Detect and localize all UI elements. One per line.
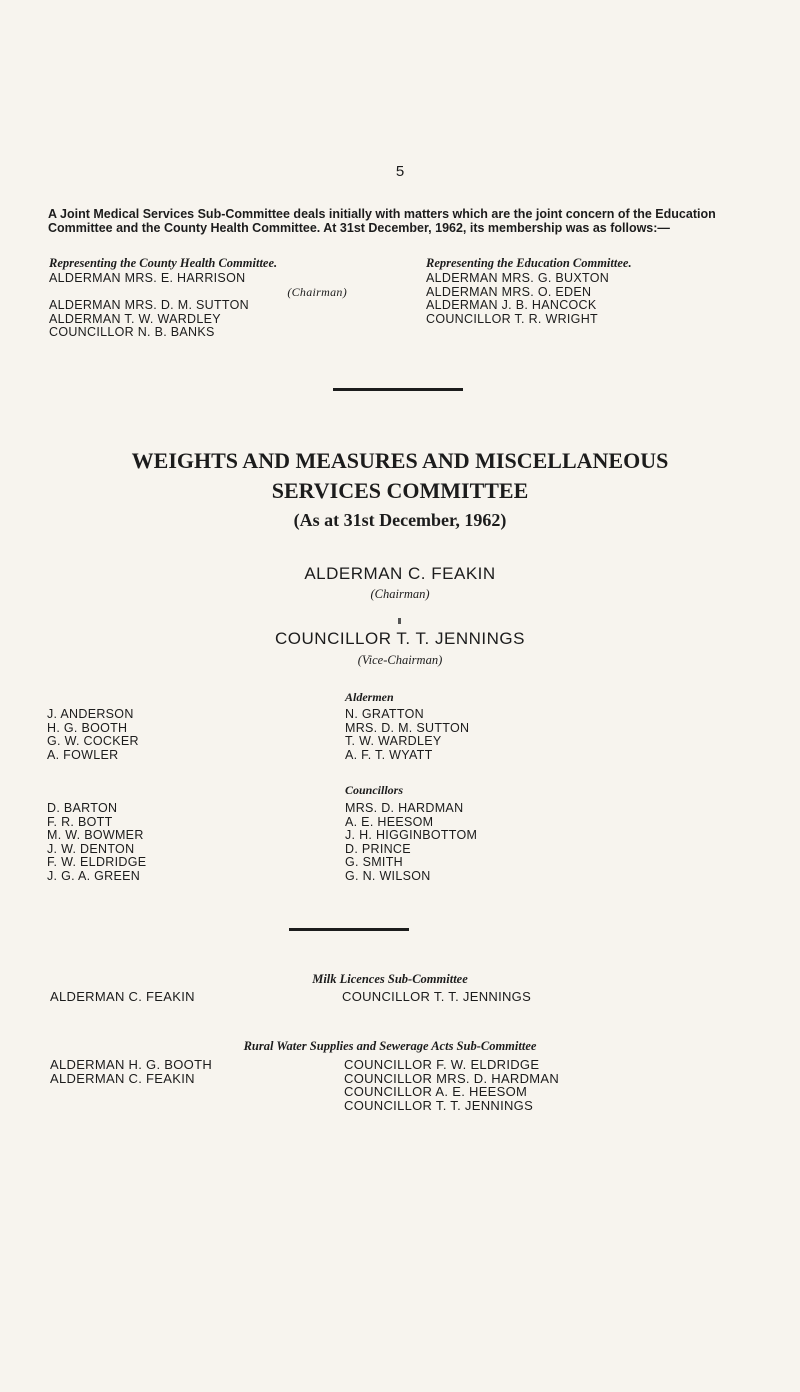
councillors-right-list bbox=[345, 802, 477, 883]
member-name: ALDERMAN C. FEAKIN bbox=[50, 1070, 195, 1086]
chairman-role: (Chairman) bbox=[370, 587, 430, 601]
member-name: ALDERMAN MRS. G. BUXTON bbox=[426, 271, 610, 285]
councillor-name: J. G. A. GREEN bbox=[47, 868, 141, 883]
councillor-name: J. H. HIGGINBOTTOM bbox=[345, 828, 478, 842]
alderman-name: T. W. WARDLEY bbox=[345, 734, 442, 748]
aldermen-left-list bbox=[47, 708, 139, 762]
committee-date-line: (As at 31st December, 1962) bbox=[293, 510, 507, 530]
speck-mark bbox=[398, 618, 401, 624]
alderman-name: MRS. D. M. SUTTON bbox=[345, 720, 470, 735]
member-name: COUNCILLOR MRS. D. HARDMAN bbox=[344, 1070, 560, 1086]
member-name: ALDERMAN MRS. D. M. SUTTON bbox=[49, 298, 249, 312]
divider-rule bbox=[289, 928, 409, 931]
councillor-name: MRS. D. HARDMAN bbox=[345, 801, 464, 815]
member-name: ALDERMAN T. W. WARDLEY bbox=[49, 311, 221, 326]
water-subcommittee-label: Rural Water Supplies and Sewerage Acts Sub-Committee bbox=[243, 1039, 537, 1053]
councillor-name: D. PRINCE bbox=[345, 841, 411, 856]
councillors-left-list bbox=[47, 802, 146, 883]
member-name: COUNCILLOR T. R. WRIGHT bbox=[426, 311, 598, 326]
intro-paragraph: A Joint Medical Services Sub-Committee deals initially with matters which are the joint concern of the Education Committee and the County Health Committee. At 31st December, 1962, its membership was as follows:— bbox=[48, 207, 716, 235]
member-name: COUNCILLOR F. W. ELDRIDGE bbox=[344, 1057, 540, 1072]
committee-title-line2: SERVICES COMMITTEE bbox=[271, 478, 529, 503]
chairman-name: ALDERMAN C. FEAKIN bbox=[304, 564, 496, 583]
water-right-list bbox=[344, 1058, 559, 1112]
councillor-name: M. W. BOWMER bbox=[47, 828, 144, 842]
alderman-name: A. F. T. WYATT bbox=[345, 747, 433, 762]
alderman-name: A. FOWLER bbox=[47, 747, 119, 762]
milk-subcommittee-label: Milk Licences Sub-Committee bbox=[312, 972, 468, 986]
water-left-list bbox=[50, 1058, 212, 1085]
councillor-name: F. W. ELDRIDGE bbox=[47, 855, 147, 869]
milk-right-member: COUNCILLOR T. T. JENNINGS bbox=[342, 989, 532, 1004]
alderman-name: J. ANDERSON bbox=[47, 707, 134, 721]
county-health-members bbox=[49, 272, 349, 340]
alderman-name: H. G. BOOTH bbox=[47, 720, 128, 735]
divider-rule bbox=[333, 388, 463, 391]
councillor-name: J. W. DENTON bbox=[47, 841, 135, 856]
councillor-name: G. SMITH bbox=[345, 855, 403, 869]
councillors-label: Councillors bbox=[345, 783, 404, 797]
aldermen-right-list bbox=[345, 708, 469, 762]
county-health-heading: Representing the County Health Committee. bbox=[49, 256, 278, 270]
councillor-name: D. BARTON bbox=[47, 801, 118, 815]
chairman-note: (Chairman) bbox=[287, 284, 347, 299]
vice-chairman-role: (Vice-Chairman) bbox=[357, 653, 443, 667]
member-name: ALDERMAN MRS. O. EDEN bbox=[426, 284, 592, 299]
member-name: ALDERMAN J. B. HANCOCK bbox=[426, 298, 597, 312]
councillor-name: A. E. HEESOM bbox=[345, 814, 434, 829]
education-members bbox=[426, 272, 609, 326]
member-name: COUNCILLOR A. E. HEESOM bbox=[344, 1084, 528, 1099]
councillor-name: F. R. BOTT bbox=[47, 814, 113, 829]
aldermen-label: Aldermen bbox=[345, 690, 394, 704]
alderman-name: N. GRATTON bbox=[345, 707, 424, 721]
alderman-name: G. W. COCKER bbox=[47, 734, 139, 748]
councillor-name: G. N. WILSON bbox=[345, 868, 431, 883]
vice-chairman-name: COUNCILLOR T. T. JENNINGS bbox=[275, 629, 525, 648]
member-name: COUNCILLOR T. T. JENNINGS bbox=[344, 1097, 534, 1113]
member-name: ALDERMAN MRS. E. HARRISON bbox=[49, 271, 246, 285]
member-name: COUNCILLOR N. B. BANKS bbox=[49, 325, 215, 339]
committee-title-line1: WEIGHTS AND MEASURES AND MISCELLANEOUS bbox=[131, 448, 669, 473]
member-name: ALDERMAN H. G. BOOTH bbox=[50, 1057, 213, 1072]
milk-left-member: ALDERMAN C. FEAKIN bbox=[50, 989, 195, 1004]
page-number: 5 bbox=[395, 163, 405, 180]
education-heading: Representing the Education Committee. bbox=[426, 256, 632, 270]
